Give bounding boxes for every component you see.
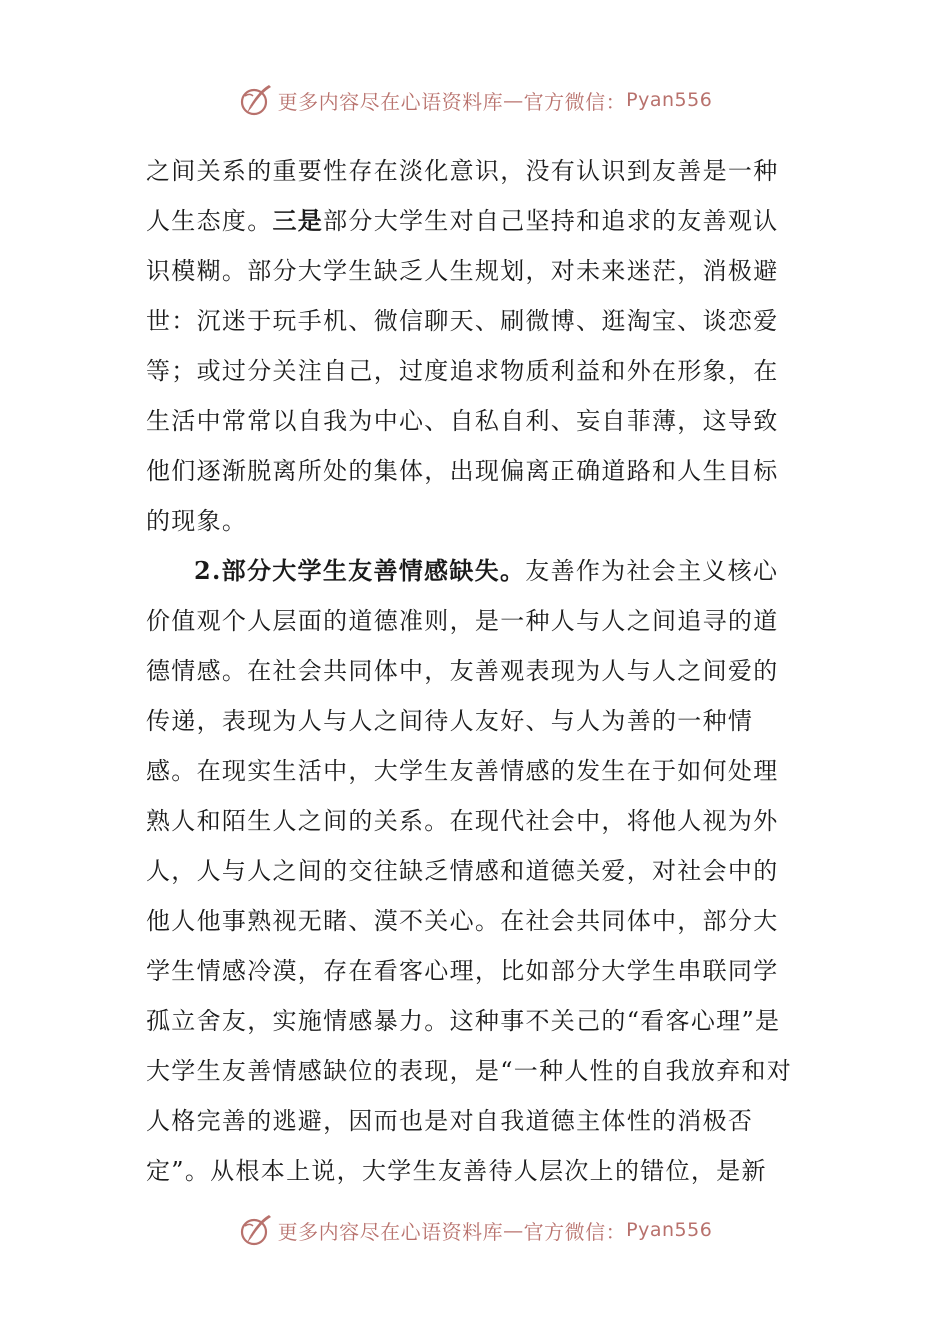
watermark-footer (0, 1210, 950, 1250)
watermark-dash: — (503, 88, 524, 112)
watermark-wechat-id: Pyan556 (626, 1219, 713, 1241)
quill-pen-logo-icon (238, 82, 274, 118)
watermark-dash: — (503, 1218, 524, 1242)
watermark-main-text: 更多内容尽在心语资料库 (277, 89, 504, 114)
watermark-sub-text: 官方微信： (523, 89, 627, 114)
paragraph-2-text: 友善作为社会主义核心价值观个人层面的道德准则，是一种人与人之间追寻的道德情感。在社会共同体中，友善观表现为人与人之间爱的传递，表现为人与人之间待人友好、与人为善的一种情感。在现实生活中，大学生友善情感的发生在于如何处理熟人和陌生人之间的关系。在现代社会中，将他人视为外人，人与人之间的交往缺乏情感和道德关爱，对社会中的他人他事熟视无睹、漠不关心。在社会共同体中，部分大学生情感冷漠，存在看客心理，比如部分大学生串联同学孤立舍友，实施情感暴力。这种事不关己的“看客心理”是大学生友善情感缺位的表现，是“一种人性的自我放弃和对人格完善的逃避，因而也是对自我道德主体性的消极否定”。从根本上说，大学生友善待人层次上的错位，是新 (146, 557, 793, 1185)
paragraph-1-text-continued: 部分大学生对自己坚持和追求的友善观认识模糊。部分大学生缺乏人生规划，对未来迷茫，消极避世：沉迷于玩手机、微信聊天、刷微博、逛淘宝、谈恋爱等；或过分关注自己，过度追求物质利益和外在形象，在生活中常常以自我为中心、自私自利、妄自菲薄，这导致他们逐渐脱离所处的集体，出现偏离正确道路和人生目标的现象。 (146, 207, 779, 535)
paragraph-1-heading-third: 三是 (272, 206, 324, 235)
paragraph-2 (146, 546, 796, 1196)
watermark-wechat-id: Pyan556 (626, 89, 713, 111)
quill-pen-logo-icon (238, 1212, 274, 1248)
watermark-main-text: 更多内容尽在心语资料库 (277, 1219, 504, 1244)
paragraph-1-text: 之间关系的重要性存在淡化意识，没有认识到友善是一种人生态度。 (146, 157, 779, 235)
document-body (146, 146, 796, 1196)
watermark-header (0, 80, 950, 120)
paragraph-1 (146, 146, 796, 546)
watermark-sub-text: 官方微信： (523, 1219, 627, 1244)
paragraph-2-heading: 2.部分大学生友善情感缺失。 (194, 556, 526, 585)
